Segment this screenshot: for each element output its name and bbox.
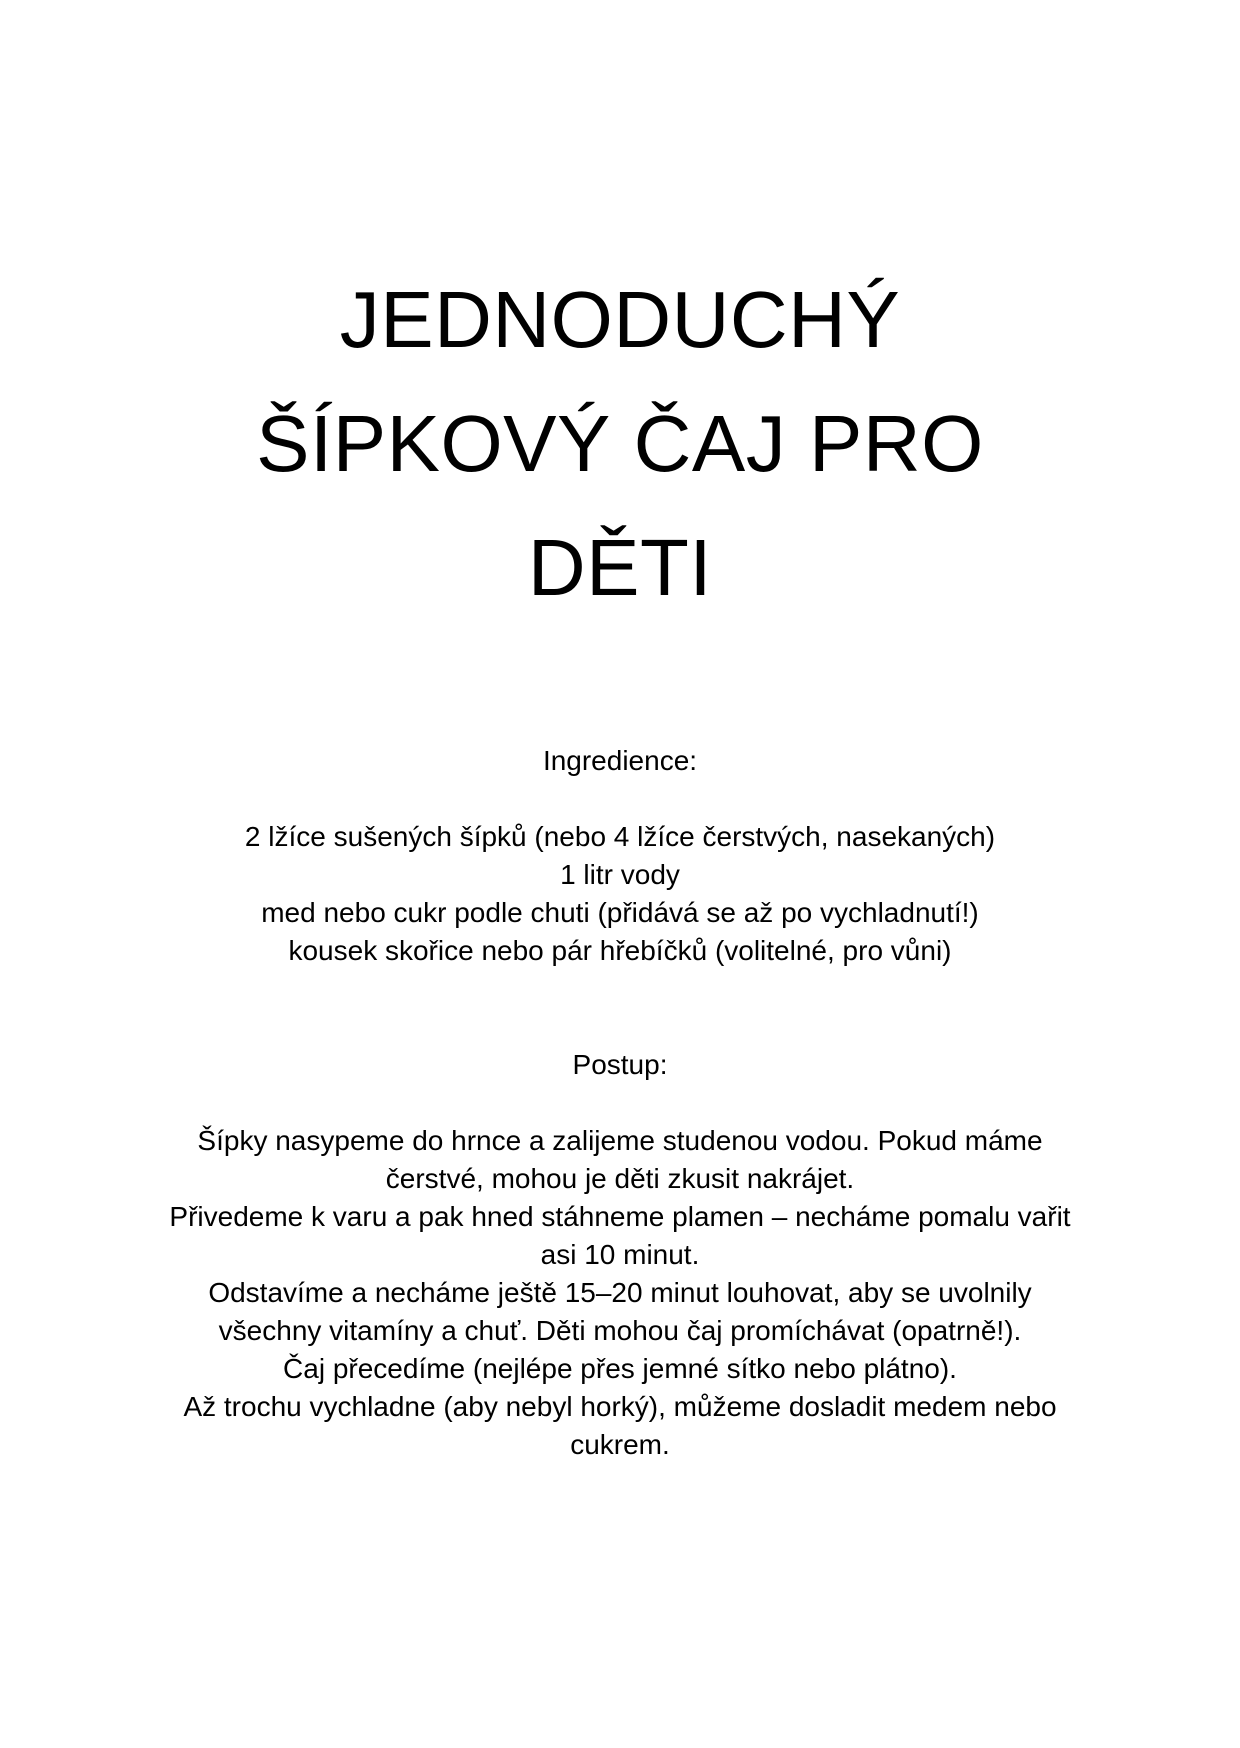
ingredients-list bbox=[160, 818, 1080, 970]
step-line: Čaj přecedíme (nejlépe přes jemné sítko nebo plátno). bbox=[283, 1353, 957, 1384]
ingredient-line: med nebo cukr podle chuti (přidává se až po vychladnutí!) bbox=[261, 897, 979, 928]
steps-heading: Postup: bbox=[572, 1049, 668, 1080]
recipe-title bbox=[160, 258, 1080, 630]
ingredients-heading: Ingredience: bbox=[542, 745, 698, 776]
step-line: Přivedeme k varu a pak hned stáhneme plamen – necháme pomalu vařit asi 10 minut. bbox=[169, 1201, 1071, 1270]
recipe-title-line-2: ŠÍPKOVÝ ČAJ PRO bbox=[256, 399, 984, 488]
ingredient-line: 1 litr vody bbox=[560, 859, 680, 890]
recipe-title-line-1: JEDNODUCHÝ bbox=[339, 275, 901, 364]
ingredients-section bbox=[160, 742, 1080, 970]
recipe-title-line-3: DĚTI bbox=[527, 523, 713, 612]
document-page bbox=[160, 0, 1080, 1464]
steps-section bbox=[160, 1046, 1080, 1464]
steps-list bbox=[160, 1122, 1080, 1464]
step-line: Odstavíme a necháme ještě 15–20 minut louhovat, aby se uvolnily všechny vitamíny a chuť. Děti mohou čaj promíchávat (opatrně!). bbox=[208, 1277, 1032, 1346]
step-line: Šípky nasypeme do hrnce a zalijeme studenou vodou. Pokud máme čerstvé, mohou je děti zkusit nakrájet. bbox=[197, 1125, 1043, 1194]
ingredient-line: kousek skořice nebo pár hřebíčků (volitelné, pro vůni) bbox=[288, 935, 952, 966]
ingredient-line: 2 lžíce sušených šípků (nebo 4 lžíce čerstvých, nasekaných) bbox=[244, 821, 996, 852]
step-line: Až trochu vychladne (aby nebyl horký), můžeme dosladit medem nebo cukrem. bbox=[183, 1391, 1057, 1460]
